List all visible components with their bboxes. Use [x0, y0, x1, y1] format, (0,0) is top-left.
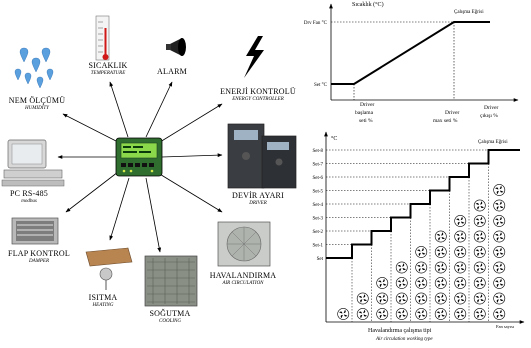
lower-xlabel-sub: Air circulation working type: [376, 337, 433, 342]
thermometer-icon: [96, 16, 109, 60]
driver-output-label-1: Driver: [484, 105, 499, 111]
label-humidity-name: NEM ÖLÇÜMÜ: [8, 96, 66, 105]
lower-tick-3: Set-3: [312, 216, 323, 222]
upper-ylabel: Sıcaklık (°C): [352, 2, 384, 8]
heater-icon: [86, 248, 132, 290]
arrow-cooling: [146, 178, 160, 252]
frequency-driver-icon: [228, 124, 296, 188]
label-damper-sub: DAMPER: [29, 259, 49, 264]
driver-max-label-1: Driver: [445, 110, 460, 116]
label-damper-name: FLAP KONTROL: [8, 249, 70, 258]
label-cooling: [142, 310, 198, 324]
label-alarm: [152, 68, 192, 76]
arrow-ventilation: [158, 173, 222, 212]
label-driver-sub: DRIVER: [249, 201, 267, 206]
label-heating: [78, 294, 128, 308]
water-drops-icon: [15, 48, 53, 88]
label-ventilation-sub: AIR CIRCULATION: [222, 281, 264, 286]
label-driver-name: DEVİR AYARI: [232, 191, 284, 200]
controller-device: [116, 138, 162, 176]
driver-start-label-1: Driver: [360, 102, 375, 108]
driver-start-label-3: seti %: [359, 118, 373, 124]
label-cooling-name: SOĞUTMA: [149, 309, 191, 318]
lower-xlabel: Havalandırma çalışma tipi: [368, 328, 432, 334]
lower-tick-2: Set-2: [312, 230, 323, 235]
label-heating-sub: HEATING: [92, 303, 114, 308]
lower-tick-8: Set-8: [312, 149, 323, 154]
label-pc-sub: modbus: [21, 199, 37, 204]
label-temperature-name: SICAKLIK: [88, 61, 128, 70]
label-cooling-sub: COOLING: [159, 319, 181, 324]
arrow-humidity: [63, 114, 118, 142]
label-temperature-sub: TEMPERATURE: [90, 71, 126, 76]
lower-ylabel: °C: [331, 136, 338, 142]
driver-speed-chart: [304, 1, 518, 124]
driver-output-label-2: çıkışı %: [480, 113, 498, 119]
label-damper: [6, 250, 72, 264]
label-ventilation: [204, 272, 282, 286]
fan-staging-chart: [312, 132, 524, 342]
exhaust-fan-icon: [218, 222, 270, 266]
lower-x-end-label: Fan sayısı: [496, 324, 515, 329]
lower-curve-label: Çalışma Eğrisi: [478, 140, 508, 145]
label-energy: [210, 88, 306, 102]
driver-start-label-2: başlama: [355, 110, 374, 116]
arrow-temperature: [110, 82, 128, 137]
lightning-bolt-icon: [244, 36, 264, 78]
label-humidity-sub: HUMIDITY: [25, 106, 49, 111]
label-pc: [4, 190, 54, 204]
label-driver: [226, 192, 290, 206]
upper-tick-set: Set °C: [314, 83, 327, 88]
damper-icon: [12, 218, 58, 244]
arrow-heating: [110, 178, 129, 240]
arrow-damper: [66, 172, 118, 212]
driver-max-label-2: max seti %: [433, 118, 458, 124]
upper-curve-label: Çalışma Eğrisi: [454, 10, 484, 15]
upper-working-curve: [331, 22, 490, 84]
lower-tick-0: Set: [316, 257, 323, 262]
label-energy-sub: ENERGY CONTROLLER: [232, 97, 284, 102]
label-heating-name: ISITMA: [88, 293, 118, 302]
arrow-driver: [162, 155, 222, 157]
lower-tick-5: Set-5: [312, 189, 323, 195]
label-humidity: [6, 97, 68, 111]
siren-icon: [166, 38, 186, 56]
label-ventilation-name: HAVALANDIRMA: [209, 271, 277, 280]
lower-tick-7: Set-7: [312, 162, 323, 168]
label-alarm-name: ALARM: [157, 67, 187, 76]
label-pc-name: PC RS-485: [9, 189, 49, 198]
lower-tick-4: Set-4: [312, 203, 323, 208]
label-energy-name: ENERJİ KONTROLÜ: [220, 87, 296, 96]
computer-icon: [2, 140, 64, 186]
lower-tick-1: Set-1: [312, 243, 323, 249]
upper-tick-drv: Drv Fan °C: [303, 21, 327, 26]
arrow-alarm: [146, 82, 172, 137]
label-temperature: [78, 62, 138, 76]
lower-tick-6: Set-6: [312, 176, 323, 181]
arrow-energy: [160, 104, 222, 142]
cooling-pad-icon: [145, 256, 197, 306]
lower-working-curve: [326, 150, 520, 258]
